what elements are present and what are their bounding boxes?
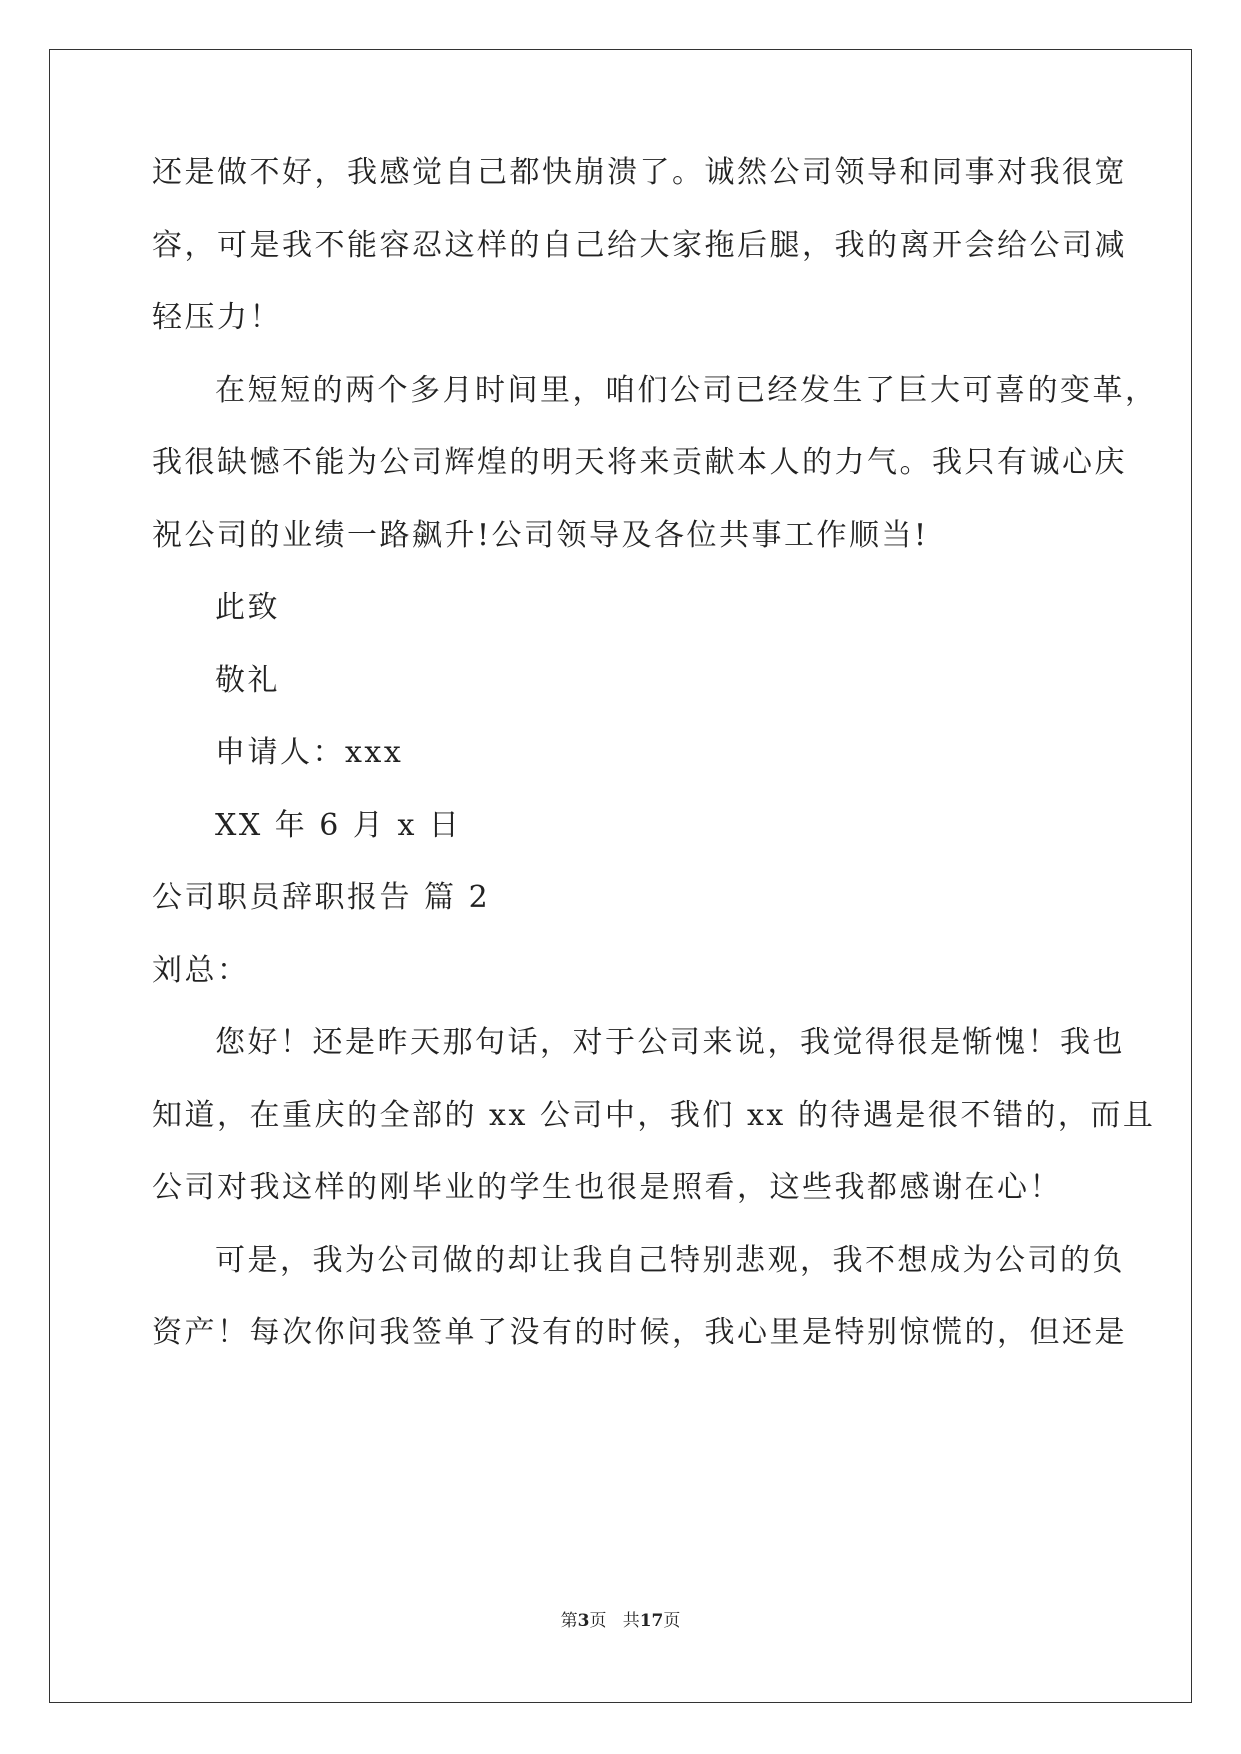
closing-regards: 敬礼 (215, 663, 280, 698)
footer-total-prefix: 共 (622, 1611, 640, 1631)
recipient-line: 刘总： (152, 953, 250, 988)
footer-page-number: 3 (577, 1611, 590, 1631)
body-line: 还是做不好，我感觉自己都快崩溃了。诚然公司领导和同事对我很宽 (152, 155, 1127, 190)
section-heading: 公司职员辞职报告 篇 2 (152, 880, 491, 915)
footer-prefix: 第 (560, 1611, 578, 1631)
closing-salutation: 此致 (215, 590, 280, 625)
body-line: 公司对我这样的刚毕业的学生也很是照看，这些我都感谢在心！ (152, 1170, 1062, 1205)
body-line: 轻压力！ (152, 300, 282, 335)
footer-page-unit: 页 (589, 1611, 607, 1631)
footer-total-pages: 17 (639, 1611, 664, 1631)
body-line: 容，可是我不能容忍这样的自己给大家拖后腿，我的离开会给公司减 (152, 228, 1127, 263)
date-line: XX 年 6 月 x 日 (215, 808, 462, 843)
body-line: 在短短的两个多月时间里，咱们公司已经发生了巨大可喜的变革， (215, 373, 1158, 408)
footer-total-unit: 页 (663, 1611, 681, 1631)
applicant-line: 申请人：xxx (215, 735, 404, 770)
page-footer (0, 1610, 1241, 1632)
body-line: 祝公司的业绩一路飙升!公司领导及各位共事工作顺当! (152, 518, 929, 553)
body-line: 我很缺憾不能为公司辉煌的明天将来贡献本人的力气。我只有诚心庆 (152, 445, 1127, 480)
body-line: 您好！还是昨天那句话，对于公司来说，我觉得很是惭愧！我也 (215, 1025, 1125, 1060)
body-line: 可是，我为公司做的却让我自己特别悲观，我不想成为公司的负 (215, 1243, 1125, 1278)
body-line: 知道，在重庆的全部的 xx 公司中，我们 xx 的待遇是很不错的，而且 (152, 1098, 1156, 1133)
body-line: 资产！每次你问我签单了没有的时候，我心里是特别惊慌的，但还是 (152, 1315, 1127, 1350)
